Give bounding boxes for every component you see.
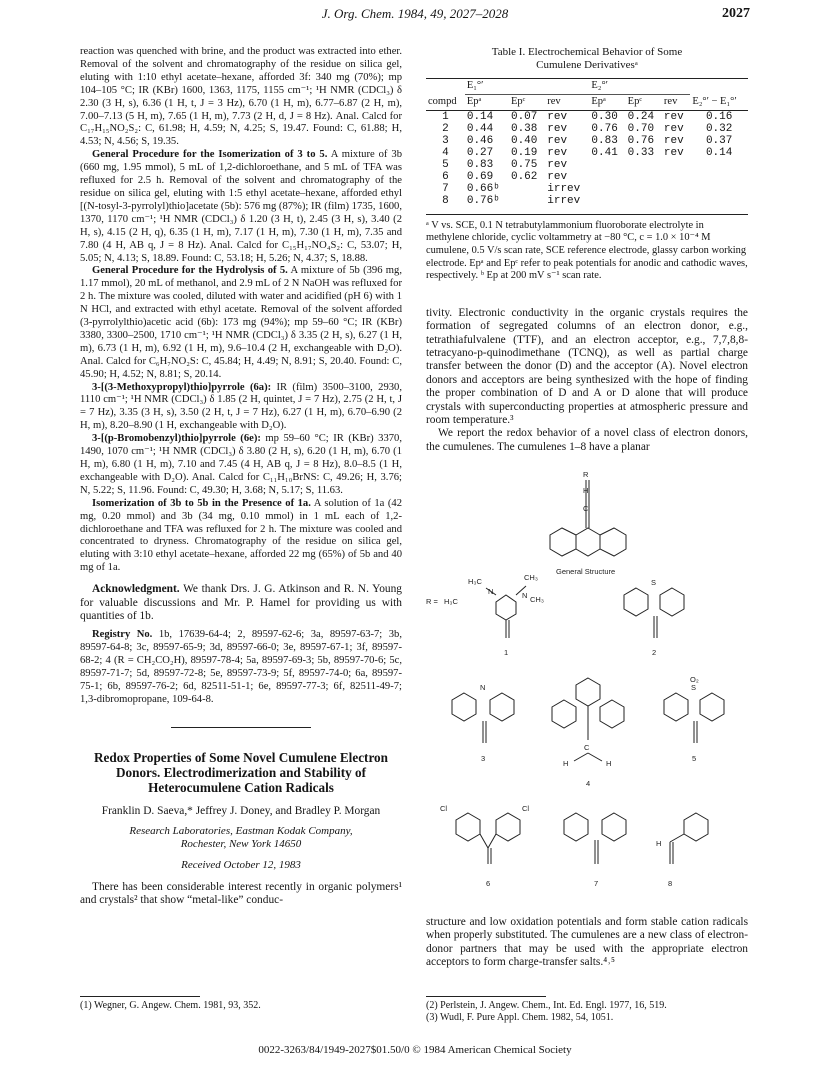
structure-5 bbox=[664, 693, 724, 743]
label-req: R = bbox=[426, 597, 438, 606]
group-header-e1: E₁°′ bbox=[465, 79, 590, 95]
structure-number-7: 7 bbox=[594, 879, 599, 888]
table-cell: 0.75 bbox=[510, 158, 538, 171]
paragraph-hydrolysis bbox=[80, 265, 402, 381]
group-header-e2: E₂°′ bbox=[589, 79, 690, 95]
section-head-6e: 3-[(p-Bromobenzyl)thio]pyrrole (6e): bbox=[92, 433, 261, 445]
table-cell: 0.07 bbox=[510, 110, 538, 123]
table-row bbox=[426, 171, 748, 183]
table-cell bbox=[662, 195, 690, 207]
table-cell: 0.76 bbox=[591, 122, 618, 135]
label-h3c-1: H₃C bbox=[468, 577, 482, 586]
paragraph-isomerization bbox=[80, 149, 402, 265]
table-cell: 0.83 bbox=[466, 158, 494, 171]
footnote-rule-left bbox=[80, 996, 200, 997]
table-cell: rev bbox=[663, 134, 684, 147]
table-cell: 0.46 bbox=[466, 134, 494, 147]
table-cell: rev bbox=[663, 122, 684, 135]
table-cell bbox=[662, 171, 690, 183]
table-cell bbox=[589, 195, 625, 207]
label-s-5: S bbox=[691, 683, 697, 692]
column-header: rev bbox=[547, 95, 561, 107]
label-ch3-1: CH₃ bbox=[524, 573, 538, 582]
paragraph-isomerization-1a bbox=[80, 498, 402, 575]
table-cell bbox=[626, 195, 662, 207]
label-h-8: H bbox=[656, 839, 662, 848]
table-cell: 0.30 bbox=[591, 110, 618, 123]
table-cell: 0.83 bbox=[591, 134, 618, 147]
label-o2-5: O₂ bbox=[690, 675, 699, 684]
table-cell: 0.27 bbox=[466, 146, 494, 159]
structure-8 bbox=[670, 813, 708, 864]
structure-number-4: 4 bbox=[586, 779, 591, 788]
section-head-isomerization: General Procedure for the Isomerization of 3 to 5. bbox=[92, 149, 328, 161]
label-ch3-1b: CH₃ bbox=[530, 595, 544, 604]
paragraph-isomerization-1a-text: A solution of 1a (42 mg, 0.20 mmol) and 3b (34 mg, 0.10 mmol) in 1 mL each of 1,2-dichloroethane and TFA was refluxed for 2 h. The mixture was cooled and concentrated to dryness. Chromatography of the residue on silica gel, eluting with 3:10 ethyl acetate–hexane, afforded 22 mg (65%) of 5b and 40 mg of 1a. bbox=[80, 497, 402, 574]
acknowledgment bbox=[80, 583, 402, 623]
ack-head: Acknowledgment. bbox=[92, 583, 180, 596]
table-cell bbox=[589, 171, 625, 183]
structure-7 bbox=[564, 813, 626, 864]
footnote-2: (2) Perlstein, J. Angew. Chem., Int. Ed. Engl. 1977, 16, 519. bbox=[426, 1000, 667, 1011]
electrochemical-table bbox=[426, 78, 748, 207]
table-cell: 0.16 bbox=[705, 110, 733, 123]
table-cell: 0.32 bbox=[705, 122, 733, 135]
table-cell: 2 bbox=[442, 122, 449, 135]
table-cell: 0.37 bbox=[705, 134, 733, 147]
table-cell: 0.14 bbox=[466, 110, 494, 123]
right-column bbox=[426, 46, 748, 454]
table-cell: 0.76ᵇ bbox=[466, 194, 500, 207]
column-header: Epᶜ bbox=[627, 95, 643, 107]
table-cell: 1 bbox=[442, 110, 449, 123]
intro-paragraph: There has been considerable interest recently in organic polymers¹ and crystals² that show “metal-like” conduc- bbox=[80, 880, 402, 907]
right-column-lower bbox=[426, 916, 748, 970]
chemical-structures bbox=[426, 468, 748, 908]
registry-numbers bbox=[80, 629, 402, 706]
table-footnote: ᵃ V vs. SCE, 0.1 N tetrabutylammonium fluoroborate electrolyte in methylene chloride, cyclic voltammetry at −80 °C, c = 1.0 × 10⁻⁴ M cumulene, 0.5 V/s scan rate, SCE reference electrode, glassy carbon working electrode. Epᵃ and Epᶜ refer to peak potentials for anodic and cathodic waves, respectively. ᵇ Ep at 200 mV s⁻¹ scan rate. bbox=[426, 214, 748, 283]
table-cell: 4 bbox=[442, 146, 449, 159]
footnote-1: (1) Wegner, G. Angew. Chem. 1981, 93, 352. bbox=[80, 1000, 261, 1011]
label-r: R bbox=[583, 470, 589, 479]
table-row bbox=[426, 123, 748, 135]
authors: Franklin D. Saeva,* Jeffrey J. Doney, and Bradley P. Morgan bbox=[101, 804, 381, 817]
paragraph-6a-text: IR (film) 3500–3100, 2930, 1110 cm⁻¹; ¹H NMR (CDCl₃) δ 1.85 (2 H, quintet, J = 7 Hz), 2.75 (2 H, t, J = 7 Hz), 3.35 (3 H, s), 3.50 (2 H, t, J = 7 Hz), 6.27 (1 H, m), 6.70–6.90 (2 H, m), 8.20–8.90 (1 H, exchangeable with D₂O). bbox=[80, 381, 402, 432]
label-h-4b: H bbox=[606, 759, 612, 768]
table-header-spacer bbox=[426, 79, 465, 95]
table-cell: rev bbox=[547, 122, 568, 135]
affiliation bbox=[80, 825, 402, 851]
structure-number-8: 8 bbox=[668, 879, 673, 888]
table-cell: 0.40 bbox=[510, 134, 538, 147]
structure-number-3: 3 bbox=[481, 754, 486, 763]
structure-number-2: 2 bbox=[652, 648, 657, 657]
table-row bbox=[426, 135, 748, 147]
structure-6 bbox=[456, 813, 520, 864]
table-title-line-1: Table I. Electrochemical Behavior of Some bbox=[491, 46, 683, 58]
table-cell bbox=[626, 183, 662, 195]
footnote-3: (3) Wudl, F. Pure Appl. Chem. 1982, 54, 1051. bbox=[426, 1012, 614, 1023]
page-number: 2027 bbox=[722, 6, 750, 21]
table-cell: 0.76 bbox=[627, 134, 655, 147]
cumulene-properties-paragraph: structure and low oxidation potentials and form stable cation radicals when properly substituted. The cumulenes are a new class of electron-donor partners that may be used with the appropriate electron acceptors to form charge-transfer salts.⁴˒⁵ bbox=[426, 916, 748, 969]
table-cell bbox=[626, 171, 662, 183]
page-footer: 0022-3263/84/1949-2027$01.50/0 © 1984 American Chemical Society bbox=[258, 1044, 572, 1056]
table-cell: 0.41 bbox=[591, 146, 618, 159]
table-cell bbox=[589, 159, 625, 171]
table-cell: 0.19 bbox=[510, 146, 538, 159]
label-h3c-1b: H₃C bbox=[444, 597, 458, 606]
table-cell bbox=[690, 183, 748, 195]
article-divider bbox=[171, 727, 311, 728]
label-c-4: C bbox=[584, 743, 590, 752]
table-cell: rev bbox=[663, 146, 684, 159]
table-cell: 0.69 bbox=[466, 170, 494, 183]
paragraph-6e-text: mp 59–60 °C; IR (KBr) 3370, 1490, 1070 cm⁻¹; ¹H NMR (CDCl₃) δ 3.80 (2 H, s), 6.20 (1 H, m), 6.70 (1 H, m), 6.80 (1 H, m), 7.10 and 7.45 (4 H, AB q, J = 8 Hz), 8.0–8.5 (1 H, exchangeable with D₂O). Anal. Calcd for C₁₁H₁₀BrNS: C, 49.26; H, 3.76; N, 5.22; S, 11.96. Found: C, 49.30; H, 3.68; N, 5.17; S, 11.63. bbox=[80, 433, 403, 496]
table-row bbox=[426, 195, 748, 207]
registry-head: Registry No. bbox=[92, 629, 153, 641]
table-cell bbox=[690, 195, 748, 207]
affiliation-line-2: Rochester, New York 14650 bbox=[180, 837, 302, 850]
paragraph-6e bbox=[80, 433, 402, 498]
paragraph-isomerization-text: A mixture of 3b (660 mg, 1.95 mmol), 5 mL of 1,2-dichloroethane, and 5 mL of TFA was refluxed for 2.5 h. Removal of the solvent and chromatography of the residue on silica gel, eluting with 1:5 ethyl acetate–hexane, afforded ethyl [(N-tosyl-3-pyrrolyl)thio]acetate (5b): 576 mg (87%); IR (film) 1735, 1600, 1370, 1170 cm⁻¹; ¹H NMR (CDCl₃) δ 1.20 (3 H, t), 2.45 (3 H, s), 3.40 (2 H, s), 4.15 (2 H, q), 6.35 (1 H, m), 7.17 (1 H, m), 7.30 (1 H, m), 7.35 and 7.80 (4 H, AB q, J = 8 Hz). Anal. Calcd for C₁₅H₁₇NO₄S₂: C, 53.07; H, 5.05; N, 4.13; S, 18.89. Found: C, 53.18; H, 5.26; N, 4.37; S, 18.88. bbox=[80, 149, 402, 264]
table-cell: 0.70 bbox=[627, 122, 655, 135]
journal-citation: J. Org. Chem. 1984, 49, 2027–2028 bbox=[321, 6, 509, 21]
label-n-1: N bbox=[488, 587, 494, 596]
table-body bbox=[426, 110, 748, 207]
table-row bbox=[426, 183, 748, 195]
table-cell bbox=[662, 183, 690, 195]
cumulene-intro-paragraph: We report the redox behavior of a novel class of electron donors, the cumulenes. The cumulenes 1–8 have a planar bbox=[426, 427, 748, 453]
label-h-general: H bbox=[583, 486, 589, 495]
table-cell: 0.66ᵇ bbox=[466, 182, 500, 195]
section-head-hydrolysis: General Procedure for the Hydrolysis of 5. bbox=[92, 265, 288, 277]
column-header: compd bbox=[428, 95, 457, 107]
table-cell: 7 bbox=[442, 182, 449, 195]
ack-text: We thank Drs. J. G. Atkinson and R. N. Young for valuable discussions and Mr. P. Hamel for providing us with quantities of 1b. bbox=[80, 583, 402, 622]
paragraph-3f: reaction was quenched with brine, and the product was extracted into ether. Removal of the solvent and chromatography of the residue on silica gel, eluting with 1:10 ethyl acetate–hexane, afforded 3f: 340 mg (70%); mp 104–105 °C; IR (KBr) 1600, 1363, 1175, 1155 cm⁻¹; ¹H NMR (CDCl₃) δ 2.30 (3 H, s), 6.36 (1 H, t, J = 3 Hz), 6.70 (1 H, m), 6.77–6.87 (2 H, m), 7.00–7.13 (5 H, m), 7.65 (1 H, m), 7.73 (2 H, d, J = 8 Hz). Anal. Calcd for C₁₇H₁₅NO₂S₂: C, 61.98; H, 4.59; N, 4.25; S, 19.47. Found: C, 61.88; H, 4.53; N, 4.56; S, 19.35. bbox=[80, 46, 402, 148]
table-cell: irrev bbox=[547, 182, 581, 195]
table-cell bbox=[626, 159, 662, 171]
table-cell: rev bbox=[663, 110, 684, 123]
paragraph-6a bbox=[80, 382, 402, 434]
section-head-6a: 3-[(3-Methoxypropyl)thio]pyrrole (6a): bbox=[92, 381, 272, 393]
affiliation-line-1: Research Laboratories, Eastman Kodak Company, bbox=[129, 824, 353, 837]
table-cell: 0.14 bbox=[705, 146, 733, 159]
table-cell: 0.24 bbox=[627, 110, 655, 123]
column-header: E₂°′ − E₁°′ bbox=[692, 95, 737, 107]
label-n-1b: N bbox=[522, 591, 528, 600]
table-cell bbox=[589, 183, 625, 195]
table-row bbox=[426, 159, 748, 171]
received-date: Received October 12, 1983 bbox=[181, 858, 301, 871]
running-header bbox=[80, 6, 750, 26]
table-cell bbox=[662, 159, 690, 171]
table-cell: rev bbox=[547, 110, 568, 123]
section-head-isomerization-1a: Isomerization of 3b to 5b in the Presence of 1a. bbox=[92, 497, 311, 509]
table-cell bbox=[509, 195, 545, 207]
conductivity-paragraph: tivity. Electronic conductivity in the organic crystals requires the formation of segregated columns of an electron donor, e.g., tetrathiafulvalene (TTF), and an electron acceptor, e.g., 7,7,8,8-tetracyano-p-quinodimethane (TCNQ), as well as partial charge transfer between the donor (D) and the acceptor (A). Novel electron donors and acceptors are being synthesized with the hope of finding the proper combination of D and A or D alone that will produce crystals with superconducting properties at atmospheric pressure and room temperature.³ bbox=[426, 306, 748, 427]
column-header: Epᶜ bbox=[510, 95, 526, 107]
general-structure-label: General Structure bbox=[556, 567, 616, 576]
table-title bbox=[426, 46, 748, 72]
table-row bbox=[426, 110, 748, 123]
label-cl-6b: Cl bbox=[522, 804, 530, 813]
left-column bbox=[80, 46, 402, 907]
column-header: Epᵃ bbox=[591, 95, 606, 107]
table-cell: 3 bbox=[442, 134, 449, 147]
column-header: rev bbox=[663, 95, 678, 107]
footnotes-left bbox=[80, 1000, 402, 1012]
column-header-row bbox=[426, 94, 748, 110]
table-cell: 0.38 bbox=[510, 122, 538, 135]
paragraph-hydrolysis-text: A mixture of 5b (396 mg, 1.17 mmol), 20 mL of methanol, and 2.9 mL of 2 N NaOH was refluxed for 2 h. The mixture was cooled, diluted with water and acidified (pH 6) with 1 N HCl, and extracted with ethyl acetate. Removal of the solvent afforded (3-pyrrolylthio)acetic acid (6b): 173 mg (94%); mp 59–60 °C; IR (KBr) 3380, 3300–2500, 1710 cm⁻¹; ¹H NMR (CDCl₃) δ 3.35 (2 H, s), 6.27 (1 H, m), 6.73 (1 H, m), 6.92 (1 H, m), 9.6–10.4 (2 H, exchangeable with D₂O). Anal. Calcd for C₆H₇NO₂S: C, 45.84; H, 4.49; N, 8.91; S, 20.40. Found: C, 45.90; H, 4.52; N, 8.81; S, 20.14. bbox=[80, 265, 402, 380]
table-cell: 0.33 bbox=[627, 146, 655, 159]
table-cell: rev bbox=[547, 146, 568, 159]
label-s-2: S bbox=[651, 578, 657, 587]
table-cell: rev bbox=[547, 158, 568, 171]
table-cell: rev bbox=[547, 170, 568, 183]
label-c-general: C bbox=[583, 504, 589, 513]
label-cl-6a: Cl bbox=[440, 804, 448, 813]
table-cell: 5 bbox=[442, 158, 449, 171]
table-cell bbox=[690, 159, 748, 171]
table-cell: 0.62 bbox=[510, 170, 538, 183]
table-cell: irrev bbox=[547, 194, 581, 207]
label-h-4a: H bbox=[563, 759, 569, 768]
table-cell: 8 bbox=[442, 194, 449, 207]
structure-number-6: 6 bbox=[486, 879, 491, 888]
table-header-spacer bbox=[690, 79, 748, 95]
article-title: Redox Properties of Some Novel Cumulene Electron Donors. Electrodimerization and Stability of Heterocumulene Cation Radicals bbox=[94, 749, 388, 795]
table-cell: rev bbox=[547, 134, 568, 147]
structure-diagram bbox=[426, 468, 748, 908]
registry-text: 1b, 17639-64-4; 2, 89597-62-6; 3a, 89597-63-7; 3b, 89597-64-8; 3c, 89597-65-9; 3d, 89597-66-0; 3e, 89597-67-1; 3f, 89597-68-2; 4 (R = CH₂CO₂H), 89597-78-4; 5a, 89597-69-3; 5b, 89597-70-6; 5c, 89597-71-7; 5d, 89597-72-8; 5e, 89597-73-9; 5f, 89597-74-0; 6a, 89597-75-1; 6b, 89597-76-2; 6d, 82511-51-1; 6e, 89597-77-3; 6f, 82511-49-7; 1,3-dibromopropane, 109-64-8. bbox=[80, 629, 402, 705]
structure-2 bbox=[624, 588, 684, 638]
table-cell bbox=[690, 171, 748, 183]
footnotes-right bbox=[426, 1000, 748, 1024]
table-cell bbox=[509, 183, 545, 195]
footnote-rule-right bbox=[426, 996, 546, 997]
table-title-line-2: Cumulene Derivativesᵃ bbox=[536, 59, 638, 71]
column-header: Epᵃ bbox=[466, 95, 482, 107]
structure-number-1: 1 bbox=[504, 648, 509, 657]
table-row bbox=[426, 147, 748, 159]
structure-number-5: 5 bbox=[692, 754, 697, 763]
table-cell: 0.44 bbox=[466, 122, 494, 135]
label-n-3: N bbox=[480, 683, 486, 692]
structure-3 bbox=[452, 693, 514, 743]
table-cell: 6 bbox=[442, 170, 449, 183]
